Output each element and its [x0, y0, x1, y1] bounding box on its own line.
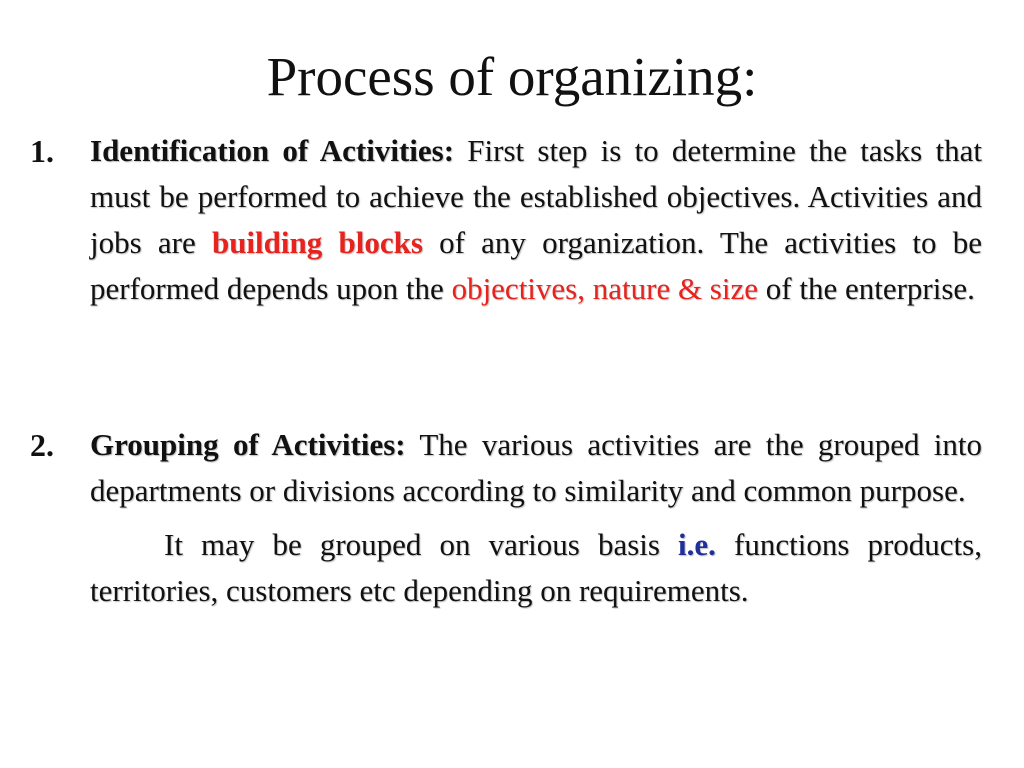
item-text-part: The various activities are the grouped into departments or divisions according to similarity and common purpose.	[90, 427, 982, 508]
item-text-part: of the enterprise.	[758, 271, 975, 306]
item-paragraph-indented	[90, 522, 982, 614]
highlight-objectives-nature-size: objectives, nature & size	[451, 271, 759, 306]
list-item-body	[90, 128, 982, 312]
item-paragraph	[90, 422, 982, 514]
list-item-number: 2.	[30, 427, 54, 463]
item-paragraph	[90, 128, 982, 312]
item-text-part: functions products, territories, customers etc depending on requirements.	[90, 527, 982, 608]
item-heading: Identification of Activities:	[90, 133, 455, 168]
list-item-grouping	[30, 422, 982, 614]
slide-title: Process of organizing:	[266, 46, 758, 107]
item-heading: Grouping of Activities:	[90, 427, 406, 462]
highlight-building-blocks: building blocks	[211, 225, 423, 260]
list-item-body	[90, 422, 982, 614]
list-item-identification	[30, 128, 982, 312]
item-text-part: First step is to determine the tasks that must be performed to achieve the established objectives. Activities and jobs are	[90, 133, 982, 260]
highlight-ie: i.e.	[678, 527, 716, 562]
list-item-number: 1.	[30, 133, 54, 169]
item-text-part: of any organization. The activities to be performed depends upon the	[90, 225, 983, 306]
item-text-part: It may be grouped on various basis	[164, 527, 679, 562]
